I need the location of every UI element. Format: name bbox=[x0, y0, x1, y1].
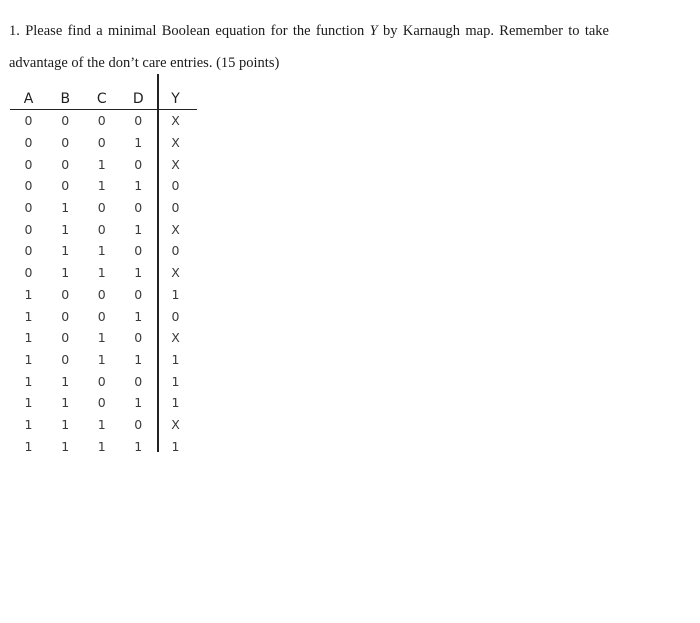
cell-y: 1 bbox=[171, 351, 180, 367]
cell-y: 0 bbox=[171, 308, 180, 324]
cell-a: 1 bbox=[24, 416, 33, 432]
output-divider bbox=[157, 74, 159, 452]
cell-y: 1 bbox=[171, 286, 180, 302]
cell-c: 0 bbox=[97, 308, 106, 324]
cell-b: 1 bbox=[61, 416, 70, 432]
cell-b: 1 bbox=[61, 373, 70, 389]
cell-c: 1 bbox=[97, 265, 106, 281]
question-line-2: advantage of the don’t care entries. (15 points) bbox=[9, 55, 280, 71]
cell-y: 0 bbox=[171, 178, 180, 194]
cell-a: 1 bbox=[24, 438, 33, 454]
table-row bbox=[10, 175, 197, 197]
cell-a: 0 bbox=[24, 265, 33, 281]
header-b: B bbox=[60, 91, 71, 107]
cell-y: 1 bbox=[171, 373, 180, 389]
cell-d: 1 bbox=[134, 178, 143, 194]
cell-y: 0 bbox=[171, 200, 180, 216]
table-row bbox=[10, 284, 197, 306]
question-suffix: by Karnaugh map. Remember to take bbox=[377, 23, 609, 39]
cell-c: 1 bbox=[97, 156, 106, 172]
truth-table-body bbox=[10, 110, 197, 457]
cell-a: 0 bbox=[24, 135, 33, 151]
question-variable: Y bbox=[369, 23, 378, 39]
table-row bbox=[10, 327, 197, 349]
cell-c: 1 bbox=[97, 438, 106, 454]
header-c: C bbox=[96, 91, 107, 107]
cell-d: 0 bbox=[134, 243, 143, 259]
cell-a: 1 bbox=[24, 373, 33, 389]
cell-y: X bbox=[171, 113, 180, 129]
cell-c: 0 bbox=[97, 200, 106, 216]
table-row bbox=[10, 349, 197, 371]
cell-y: 0 bbox=[171, 243, 180, 259]
cell-y: X bbox=[171, 265, 180, 281]
cell-y: X bbox=[171, 156, 180, 172]
cell-d: 0 bbox=[134, 113, 143, 129]
table-row bbox=[10, 110, 197, 132]
cell-d: 0 bbox=[134, 373, 143, 389]
table-row bbox=[10, 392, 197, 414]
table-row bbox=[10, 197, 197, 219]
cell-b: 1 bbox=[61, 221, 70, 237]
table-row bbox=[10, 414, 197, 436]
cell-c: 1 bbox=[97, 416, 106, 432]
cell-y: X bbox=[171, 330, 180, 346]
cell-c: 0 bbox=[97, 221, 106, 237]
cell-b: 0 bbox=[61, 113, 70, 129]
cell-a: 1 bbox=[24, 351, 33, 367]
cell-d: 1 bbox=[134, 135, 143, 151]
cell-b: 1 bbox=[61, 200, 70, 216]
cell-b: 1 bbox=[61, 395, 70, 411]
cell-a: 1 bbox=[24, 395, 33, 411]
cell-b: 1 bbox=[61, 438, 70, 454]
table-row bbox=[10, 218, 197, 240]
cell-a: 0 bbox=[24, 243, 33, 259]
table-row bbox=[10, 370, 197, 392]
cell-b: 0 bbox=[61, 351, 70, 367]
table-row bbox=[10, 132, 197, 154]
cell-a: 1 bbox=[24, 308, 33, 324]
cell-a: 0 bbox=[24, 156, 33, 172]
cell-c: 1 bbox=[97, 178, 106, 194]
cell-y: X bbox=[171, 221, 180, 237]
header-y: Y bbox=[171, 91, 180, 107]
table-row bbox=[10, 305, 197, 327]
table-row bbox=[10, 240, 197, 262]
truth-table bbox=[10, 89, 197, 457]
question-line-1 bbox=[9, 15, 609, 47]
cell-c: 0 bbox=[97, 113, 106, 129]
cell-c: 0 bbox=[97, 286, 106, 302]
cell-d: 1 bbox=[134, 351, 143, 367]
cell-d: 1 bbox=[134, 308, 143, 324]
cell-b: 0 bbox=[61, 178, 70, 194]
cell-b: 0 bbox=[61, 156, 70, 172]
truth-table-header bbox=[10, 89, 197, 110]
table-row bbox=[10, 435, 197, 457]
cell-d: 0 bbox=[134, 156, 143, 172]
cell-b: 0 bbox=[61, 308, 70, 324]
header-a: A bbox=[23, 91, 34, 107]
cell-d: 1 bbox=[134, 395, 143, 411]
cell-d: 0 bbox=[134, 286, 143, 302]
cell-a: 0 bbox=[24, 221, 33, 237]
cell-d: 0 bbox=[134, 330, 143, 346]
cell-c: 1 bbox=[97, 330, 106, 346]
cell-a: 1 bbox=[24, 330, 33, 346]
header-d: D bbox=[132, 91, 144, 107]
cell-d: 0 bbox=[134, 200, 143, 216]
cell-b: 0 bbox=[61, 286, 70, 302]
cell-y: X bbox=[171, 416, 180, 432]
cell-c: 0 bbox=[97, 395, 106, 411]
question-text bbox=[9, 15, 609, 79]
cell-d: 1 bbox=[134, 265, 143, 281]
cell-y: 1 bbox=[171, 438, 180, 454]
cell-b: 0 bbox=[61, 330, 70, 346]
cell-c: 1 bbox=[97, 243, 106, 259]
cell-c: 0 bbox=[97, 135, 106, 151]
cell-b: 1 bbox=[61, 243, 70, 259]
cell-c: 0 bbox=[97, 373, 106, 389]
cell-b: 0 bbox=[61, 135, 70, 151]
table-row bbox=[10, 262, 197, 284]
cell-a: 0 bbox=[24, 200, 33, 216]
cell-c: 1 bbox=[97, 351, 106, 367]
cell-a: 0 bbox=[24, 178, 33, 194]
question-prefix: 1. Please find a minimal Boolean equation for the function bbox=[9, 23, 370, 39]
cell-y: 1 bbox=[171, 395, 180, 411]
table-row bbox=[10, 153, 197, 175]
cell-a: 0 bbox=[24, 113, 33, 129]
cell-y: X bbox=[171, 135, 180, 151]
cell-b: 1 bbox=[61, 265, 70, 281]
cell-d: 0 bbox=[134, 416, 143, 432]
cell-d: 1 bbox=[134, 221, 143, 237]
cell-a: 1 bbox=[24, 286, 33, 302]
cell-d: 1 bbox=[134, 438, 143, 454]
